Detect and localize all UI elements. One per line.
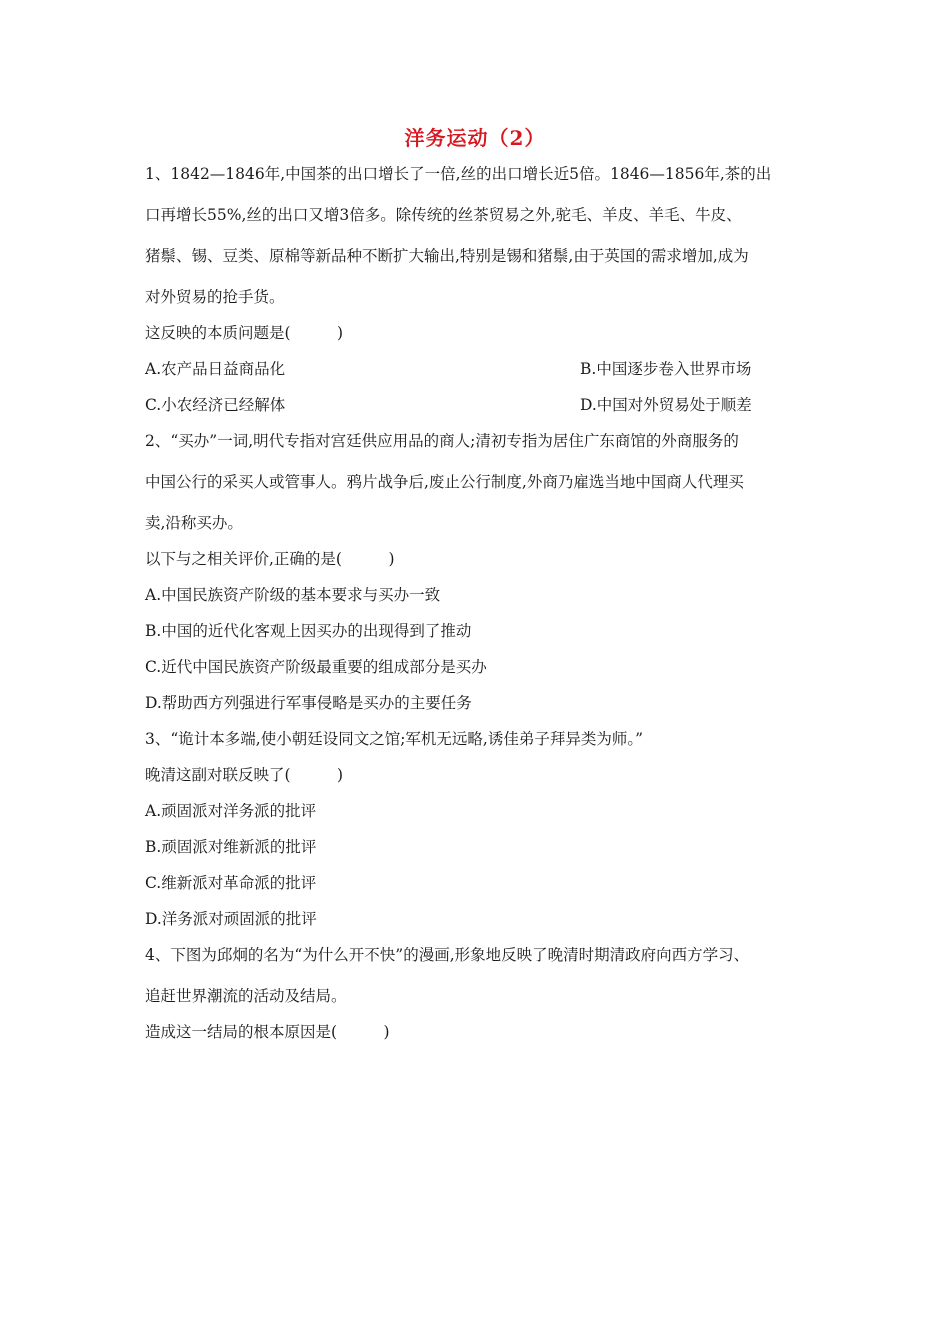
q1-text-line-3: 猪鬃、锡、豆类、原棉等新品种不断扩大输出,特别是锡和猪鬃,由于英国的需求增加,成为 bbox=[145, 247, 749, 265]
q2-text-line-2: 中国公行的采买人或管事人。鸦片战争后,废止公行制度,外商乃雇选当地中国商人代理买 bbox=[145, 473, 744, 491]
page-title: 洋务运动（2） bbox=[404, 126, 546, 150]
q3-question: 晚清这副对联反映了( ) bbox=[145, 766, 344, 784]
q2-option-b: B.中国的近代化客观上因买办的出现得到了推动 bbox=[145, 622, 472, 640]
q3-text-line-1: 3、“诡计本多端,使小朝廷设同文之馆;军机无远略,诱佳弟子拜异类为师。” bbox=[145, 730, 644, 748]
q1-text-line-2: 口再增长55%,丝的出口又增3倍多。除传统的丝茶贸易之外,驼毛、羊皮、羊毛、牛皮、 bbox=[145, 206, 742, 224]
q3-option-d: D.洋务派对顽固派的批评 bbox=[145, 910, 317, 928]
q3-option-b: B.顽固派对维新派的批评 bbox=[145, 838, 317, 856]
q1-option-a: A.农产品日益商品化 bbox=[145, 360, 286, 378]
q2-option-d: D.帮助西方列强进行军事侵略是买办的主要任务 bbox=[145, 694, 472, 712]
q1-option-c: C.小农经济已经解体 bbox=[145, 396, 286, 414]
q2-option-c: C.近代中国民族资产阶级最重要的组成部分是买办 bbox=[145, 658, 487, 676]
q2-question: 以下与之相关评价,正确的是( ) bbox=[145, 550, 395, 568]
q1-text-line-4: 对外贸易的抢手货。 bbox=[145, 288, 285, 306]
q3-option-c: C.维新派对革命派的批评 bbox=[145, 874, 317, 892]
q4-text-line-2: 追赶世界潮流的活动及结局。 bbox=[145, 987, 347, 1005]
q2-text-line-1: 2、“买办”一词,明代专指对宫廷供应用品的商人;清初专指为居住广东商馆的外商服务的 bbox=[145, 432, 739, 450]
q2-option-a: A.中国民族资产阶级的基本要求与买办一致 bbox=[145, 586, 441, 604]
q4-text-line-1: 4、下图为邱炯的名为“为什么开不快”的漫画,形象地反映了晚清时期清政府向西方学习、 bbox=[145, 946, 750, 964]
q1-option-b: B.中国逐步卷入世界市场 bbox=[580, 360, 752, 378]
q3-option-a: A.顽固派对洋务派的批评 bbox=[145, 802, 317, 820]
q2-text-line-3: 卖,沿称买办。 bbox=[145, 514, 243, 532]
q1-question: 这反映的本质问题是( ) bbox=[145, 324, 344, 342]
q1-text-line-1: 1、1842—1846年,中国茶的出口增长了一倍,丝的出口增长近5倍。1846—1856年,茶的出 bbox=[145, 165, 772, 183]
q4-question: 造成这一结局的根本原因是( ) bbox=[145, 1023, 390, 1041]
q1-option-d: D.中国对外贸易处于顺差 bbox=[580, 396, 752, 414]
